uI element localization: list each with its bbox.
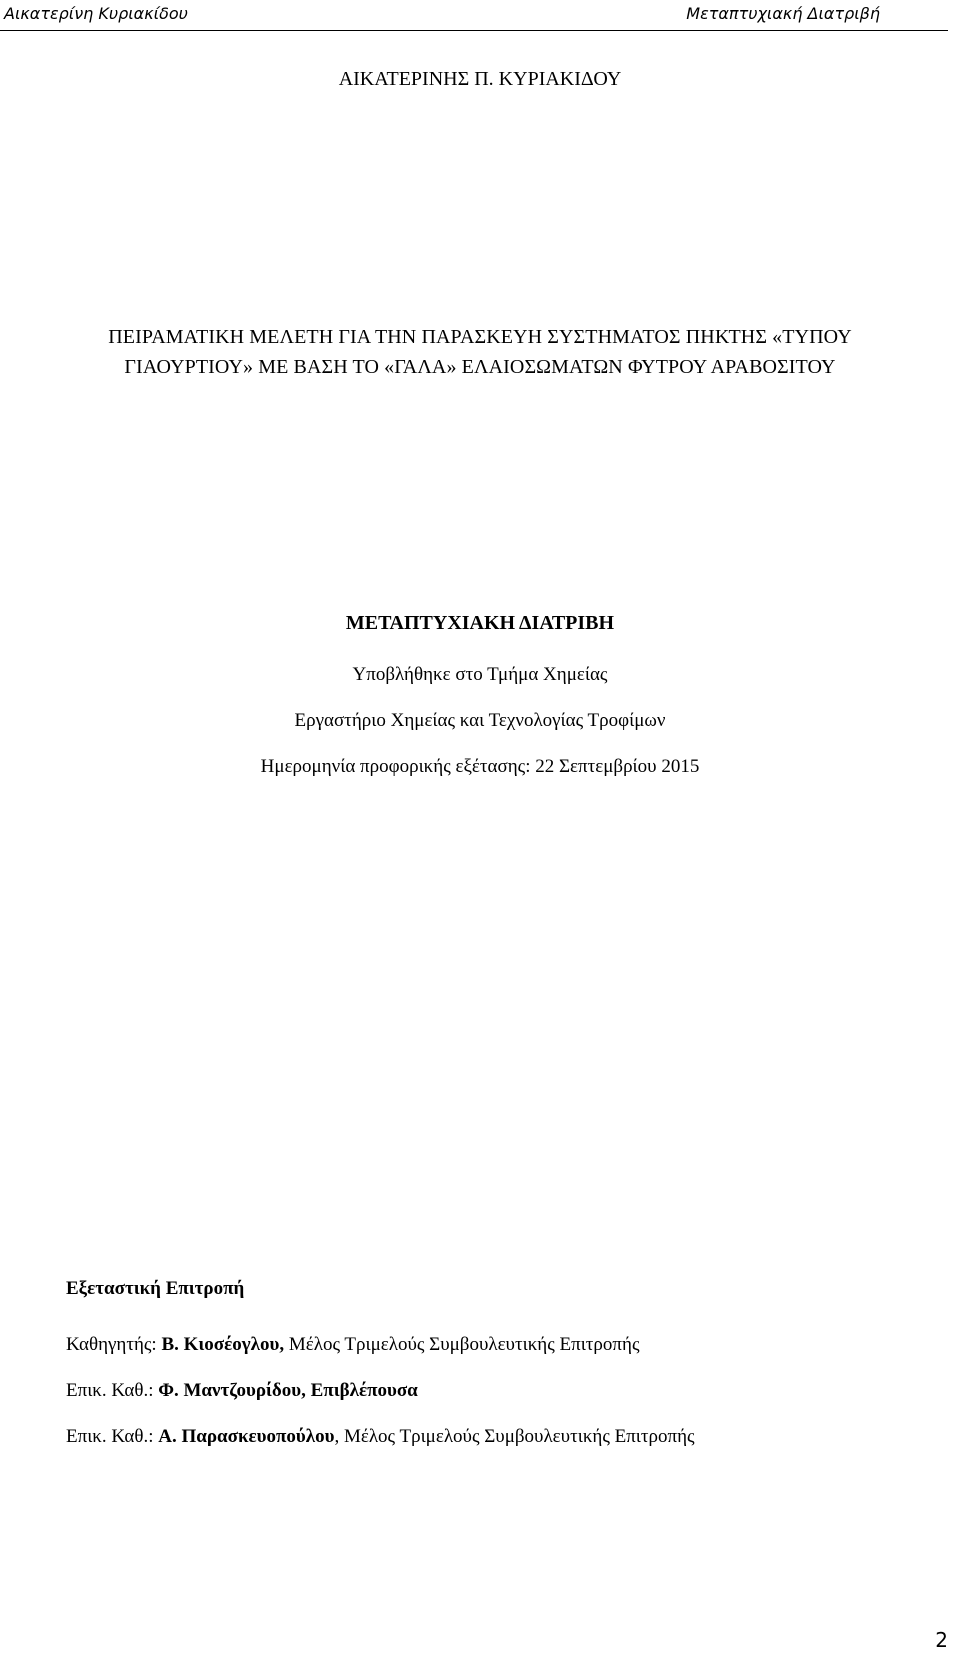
header-author: Αικατερίνη Κυριακίδου bbox=[4, 4, 188, 23]
member-name: Φ. Μαντζουρίδου, Επιβλέπουσα bbox=[158, 1380, 418, 1401]
committee-member bbox=[66, 1334, 639, 1356]
member-name: Α. Παρασκευοπούλου bbox=[158, 1426, 335, 1447]
thesis-type: ΜΕΤΑΠΤΥΧΙΑΚΗ ΔΙΑΤΡΙΒΗ bbox=[345, 612, 615, 634]
submission-department: Υποβλήθηκε στο Τμήμα Χημείας bbox=[352, 664, 608, 685]
page-header bbox=[0, 0, 948, 31]
committee-title: Εξεταστική Επιτροπή bbox=[66, 1278, 245, 1299]
member-name: Β. Κιοσέογλου, bbox=[161, 1334, 285, 1355]
thesis-title-line-1: ΠΕΙΡΑΜΑΤΙΚΗ ΜΕΛΕΤΗ ΓΙΑ ΤΗΝ ΠΑΡΑΣΚΕΥΗ ΣΥΣΤΗΜΑΤΟΣ ΠΗΚΤΗΣ «ΤΥΠΟΥ bbox=[108, 326, 852, 348]
member-rank: Καθηγητής: bbox=[66, 1334, 162, 1355]
committee-member bbox=[66, 1380, 418, 1402]
member-rank: Επικ. Καθ.: bbox=[66, 1380, 159, 1401]
author-name: ΑΙΚΑΤΕΡΙΝΗΣ Π. ΚΥΡΙΑΚΙΔΟΥ bbox=[338, 68, 622, 90]
page-number: 2 bbox=[935, 1628, 948, 1652]
submission-laboratory: Εργαστήριο Χημείας και Τεχνολογίας Τροφίμων bbox=[294, 710, 666, 731]
member-role: Μέλος Τριμελούς Συμβουλευτικής Επιτροπής bbox=[284, 1334, 640, 1355]
header-document-type: Μεταπτυχιακή Διατριβή bbox=[686, 4, 880, 23]
exam-date: Ημερομηνία προφορικής εξέτασης: 22 Σεπτεμβρίου 2015 bbox=[260, 756, 700, 777]
committee-member bbox=[66, 1426, 695, 1448]
thesis-title-line-2: ΓΙΑΟΥΡΤΙΟΥ» ΜΕ ΒΑΣΗ ΤΟ «ΓΑΛΑ» ΕΛΑΙΟΣΩΜΑΤΩΝ ΦΥΤΡΟΥ ΑΡΑΒΟΣΙΤΟΥ bbox=[124, 356, 836, 378]
member-role: , Μέλος Τριμελούς Συμβουλευτικής Επιτροπής bbox=[334, 1426, 695, 1447]
member-rank: Επικ. Καθ.: bbox=[66, 1426, 159, 1447]
